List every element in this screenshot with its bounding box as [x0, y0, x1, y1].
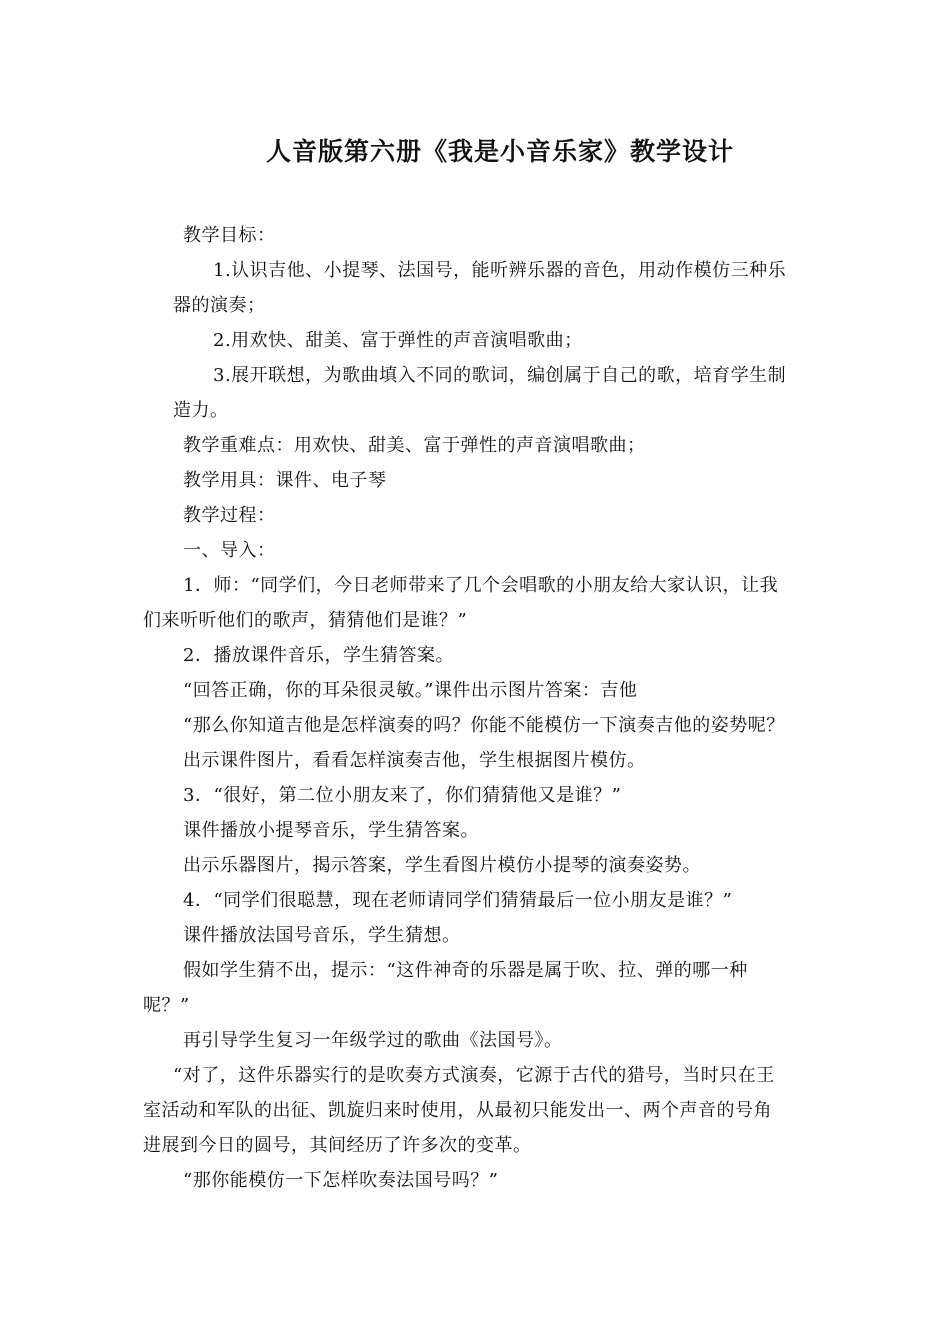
text-line: 造力。 [173, 400, 229, 421]
text-line: 呢？” [143, 995, 190, 1016]
text-line: 课件播放法国号音乐，学生猜想。 [183, 925, 461, 946]
text-line: 1.认识吉他、小提琴、法国号，能听辨乐器的音色，用动作模仿三种乐 [213, 260, 787, 281]
text-line: “那么你知道吉他是怎样演奏的吗？你能不能模仿一下演奏吉他的姿势呢？ [183, 715, 785, 736]
document-title: 人音版第六册《我是小音乐家》教学设计 [265, 137, 734, 166]
text-line: “回答正确，你的耳朵很灵敏。”课件出示图片答案：吉他 [183, 680, 638, 701]
text-line: 教学用具：课件、电子琴 [183, 470, 387, 491]
text-line: 一、导入： [183, 540, 276, 561]
text-line: 出示课件图片，看看怎样演奏吉他，学生根据图片模仿。 [183, 750, 646, 771]
text-line: 假如学生猜不出，提示：“这件神奇的乐器是属于吹、拉、弹的哪一种 [183, 960, 748, 981]
text-line: 4．“同学们很聪慧，现在老师请同学们猜猜最后一位小朋友是谁？” [183, 890, 733, 911]
text-line: 1．师：“同学们，今日老师带来了几个会唱歌的小朋友给大家认识，让我 [183, 575, 779, 596]
text-line: 出示乐器图片，揭示答案，学生看图片模仿小提琴的演奏姿势。 [183, 855, 701, 876]
text-line: “对了，这件乐器实行的是吹奏方式演奏，它源于古代的猎号，当时只在王 [173, 1065, 775, 1086]
text-line: 课件播放小提琴音乐，学生猜答案。 [183, 820, 479, 841]
text-line: “那你能模仿一下怎样吹奏法国号吗？” [183, 1170, 499, 1191]
text-line: 教学过程： [183, 505, 276, 526]
text-line: 教学重难点：用欢快、甜美、富于弹性的声音演唱歌曲； [183, 435, 646, 456]
text-line: 3．“很好，第二位小朋友来了，你们猜猜他又是谁？” [183, 785, 622, 806]
text-line: 们来听听他们的歌声，猜猜他们是谁？” [143, 610, 468, 631]
text-line: 2．播放课件音乐，学生猜答案。 [183, 645, 454, 666]
text-line: 2.用欢快、甜美、富于弹性的声音演唱歌曲； [213, 330, 583, 351]
text-line: 3.展开联想，为歌曲填入不同的歌词，编创属于自己的歌，培育学生制 [213, 365, 787, 386]
text-line: 教学目标： [183, 225, 276, 246]
text-line: 器的演奏； [173, 295, 266, 316]
text-line: 进展到今日的圆号，其间经历了许多次的变革。 [143, 1135, 532, 1156]
text-line: 再引导学生复习一年级学过的歌曲《法国号》。 [183, 1030, 563, 1051]
text-line: 室活动和军队的出征、凯旋归来时使用，从最初只能发出一、两个声音的号角 [143, 1100, 772, 1121]
